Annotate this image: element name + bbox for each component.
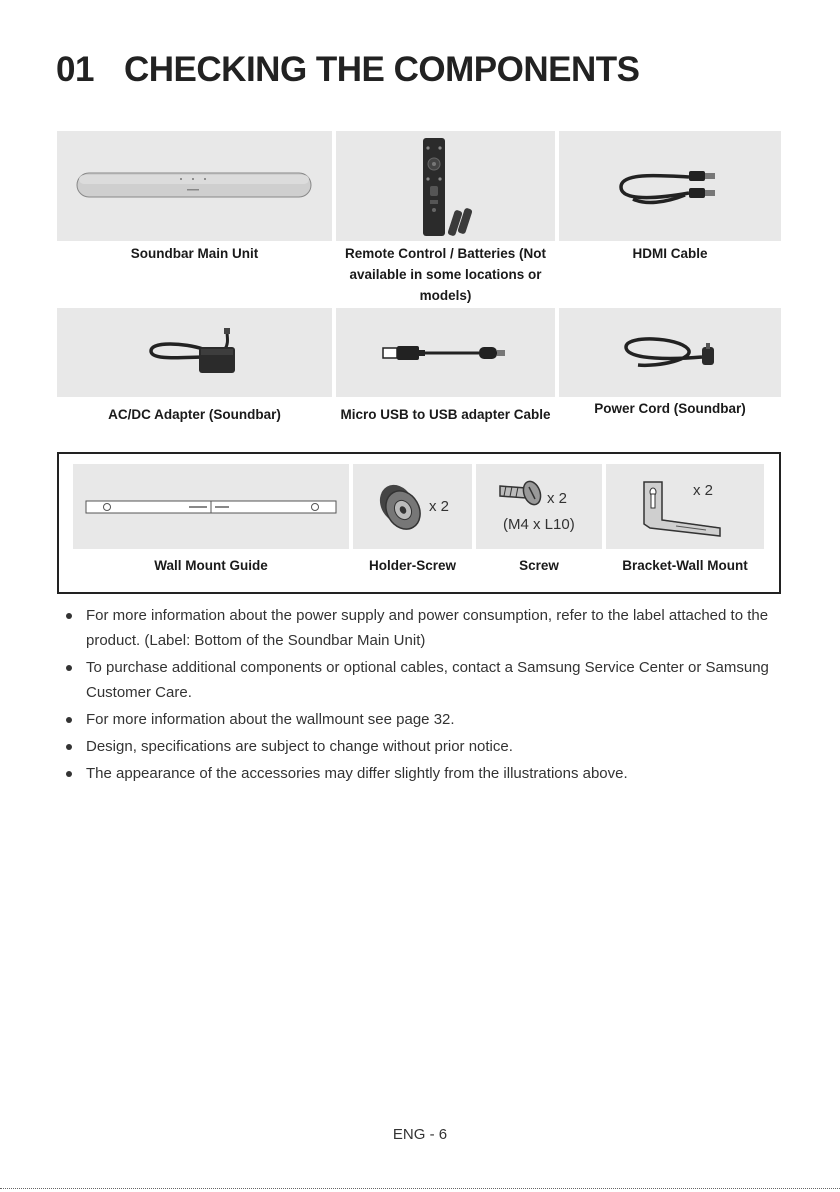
- wall-mount-guide-icon: [85, 500, 337, 514]
- note-item: For more information about the power supply and power consumption, refer to the label attached to the product. (Label: Bottom of the Soundbar Main Unit): [62, 603, 782, 653]
- power-cord-icon: [618, 331, 722, 375]
- remote-control-icon: [411, 134, 481, 238]
- screw-qty: x 2: [547, 490, 568, 507]
- remote-image-cell: [336, 131, 555, 241]
- note-item: For more information about the wallmount see page 32.: [62, 707, 782, 732]
- adapter-image-cell: [57, 308, 332, 397]
- usb-image-cell: [336, 308, 555, 397]
- screw-spec: (M4 x L10): [503, 516, 575, 533]
- screw-image-cell: [476, 464, 602, 549]
- bullet-icon: [66, 665, 72, 671]
- power-cord-label: Power Cord (Soundbar): [594, 401, 746, 416]
- holder-screw-icon: [373, 478, 433, 538]
- note-item: Design, specifications are subject to change without prior notice.: [62, 734, 782, 759]
- hdmi-cable-icon: [615, 161, 725, 211]
- screw-icon: [496, 472, 552, 512]
- hdmi-image-cell: [559, 131, 781, 241]
- screw-label: Screw: [519, 558, 559, 573]
- bullet-icon: [66, 717, 72, 723]
- holder-screw-label: Holder-Screw: [368, 558, 457, 573]
- remote-label: Remote Control / Batteries (Not available in some locations or models): [344, 246, 547, 303]
- note-item: The appearance of the accessories may differ slightly from the illustrations above.: [62, 761, 782, 786]
- power-cord-image-cell: [559, 308, 781, 397]
- bracket-image-cell: [606, 464, 764, 549]
- bullet-icon: [66, 613, 72, 619]
- bottom-divider: [0, 1188, 840, 1189]
- holder-screw-qty: x 2: [429, 498, 450, 515]
- wall-mount-guide-label: Wall Mount Guide: [154, 558, 268, 573]
- bracket-label: Bracket-Wall Mount: [622, 558, 748, 573]
- note-item: To purchase additional components or optional cables, contact a Samsung Service Center or Samsung Customer Care.: [62, 655, 782, 705]
- page-number: ENG - 6: [392, 1126, 448, 1143]
- bracket-qty: x 2: [693, 482, 714, 499]
- hdmi-label: HDMI Cable: [632, 246, 708, 261]
- section-title: CHECKING THE COMPONENTS: [124, 50, 640, 89]
- page-title: [56, 50, 639, 90]
- usb-cable-icon: [381, 343, 511, 363]
- adapter-label: AC/DC Adapter (Soundbar): [108, 407, 281, 422]
- section-number: 01: [56, 50, 94, 89]
- soundbar-label: Soundbar Main Unit: [130, 246, 259, 261]
- bullet-icon: [66, 744, 72, 750]
- bullet-icon: [66, 771, 72, 777]
- usb-label: Micro USB to USB adapter Cable: [340, 407, 551, 422]
- notes-list: [62, 603, 782, 788]
- wall-mount-guide-image-cell: [73, 464, 349, 549]
- ac-adapter-icon: [145, 327, 245, 379]
- holder-screw-image-cell: [353, 464, 472, 549]
- soundbar-image-cell: [57, 131, 332, 241]
- soundbar-icon: [75, 169, 315, 203]
